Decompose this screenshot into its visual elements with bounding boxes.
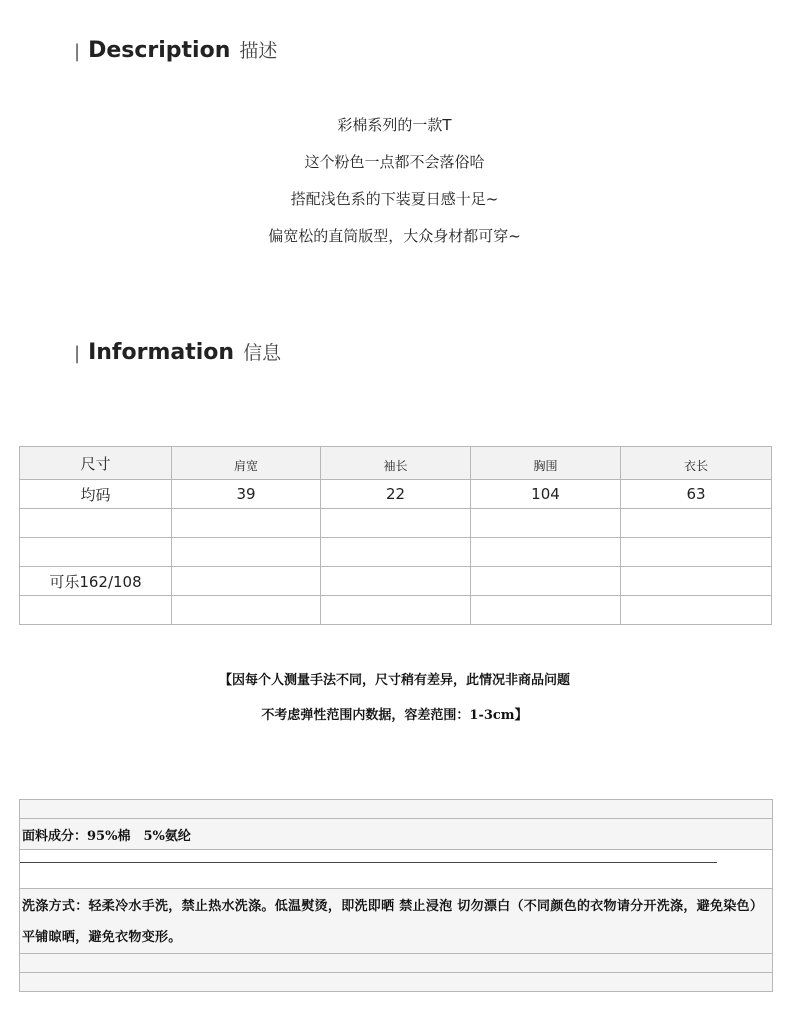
information-title-en: Information <box>88 340 235 365</box>
table-cell <box>471 538 621 567</box>
care-divider-row <box>20 850 772 889</box>
wash-instructions: 洗涤方式：轻柔冷水手洗，禁止热水洗涤。低温熨烫，即洗即晒 禁止浸泡 切勿漂白（不同颜色的衣物请分开洗涤，避免染色） 平铺晾晒，避免衣物变形。 <box>22 899 764 945</box>
description-title-en: Description <box>88 38 231 63</box>
table-cell <box>321 509 471 538</box>
care-info-table <box>19 799 773 992</box>
description-line: 偏宽松的直筒版型，大众身材都可穿~ <box>268 227 521 245</box>
description-text <box>0 113 789 261</box>
table-cell <box>321 538 471 567</box>
care-empty-row <box>20 800 772 819</box>
description-heading <box>74 36 277 63</box>
measurement-note-line1: 【因每个人测量手法不同，尺寸稍有差异，此情况非商品问题 <box>218 673 570 688</box>
table-row <box>20 596 772 625</box>
description-line: 搭配浅色系的下装夏日感十足~ <box>290 190 499 208</box>
care-empty-row <box>20 973 772 992</box>
table-cell: 104 <box>471 480 621 509</box>
table-cell: 均码 <box>20 480 172 509</box>
fabric-composition: 面料成分：95%棉 5%氨纶 <box>22 828 191 844</box>
table-row <box>20 480 772 509</box>
information-heading <box>74 338 281 365</box>
table-cell: 22 <box>321 480 471 509</box>
description-title-zh: 描述 <box>239 40 278 62</box>
table-row <box>20 567 772 596</box>
header-sleeve: 袖长 <box>321 447 471 480</box>
table-cell: 39 <box>172 480 321 509</box>
table-cell <box>172 567 321 596</box>
heading-bar: | <box>74 343 81 364</box>
measurement-note-line2: 不考虑弹性范围内数据，容差范围：1-3cm】 <box>261 708 528 723</box>
table-cell <box>471 509 621 538</box>
header-shoulder: 肩宽 <box>172 447 321 480</box>
heading-bar: | <box>74 41 81 62</box>
wash-row <box>20 889 772 954</box>
table-cell <box>172 596 321 625</box>
table-cell <box>621 509 772 538</box>
table-row <box>20 538 772 567</box>
table-cell: 可乐162/108 <box>20 567 172 596</box>
header-length: 衣长 <box>621 447 772 480</box>
size-table <box>19 446 772 625</box>
table-cell <box>20 509 172 538</box>
fabric-row <box>20 819 772 850</box>
table-cell <box>321 596 471 625</box>
table-cell <box>172 538 321 567</box>
information-title-zh: 信息 <box>243 342 282 364</box>
table-cell <box>621 596 772 625</box>
table-cell <box>471 567 621 596</box>
table-cell <box>621 567 772 596</box>
table-row <box>20 509 772 538</box>
description-line: 彩棉系列的一款T <box>337 116 452 134</box>
table-cell <box>621 538 772 567</box>
care-empty-row <box>20 954 772 973</box>
table-cell <box>20 596 172 625</box>
table-cell <box>471 596 621 625</box>
table-cell: 63 <box>621 480 772 509</box>
table-cell <box>321 567 471 596</box>
header-chest: 胸围 <box>471 447 621 480</box>
header-size: 尺寸 <box>20 447 172 480</box>
table-cell <box>20 538 172 567</box>
divider-line <box>20 862 717 863</box>
table-cell <box>172 509 321 538</box>
size-table-header <box>20 447 772 480</box>
description-line: 这个粉色一点都不会落俗哈 <box>304 153 485 171</box>
